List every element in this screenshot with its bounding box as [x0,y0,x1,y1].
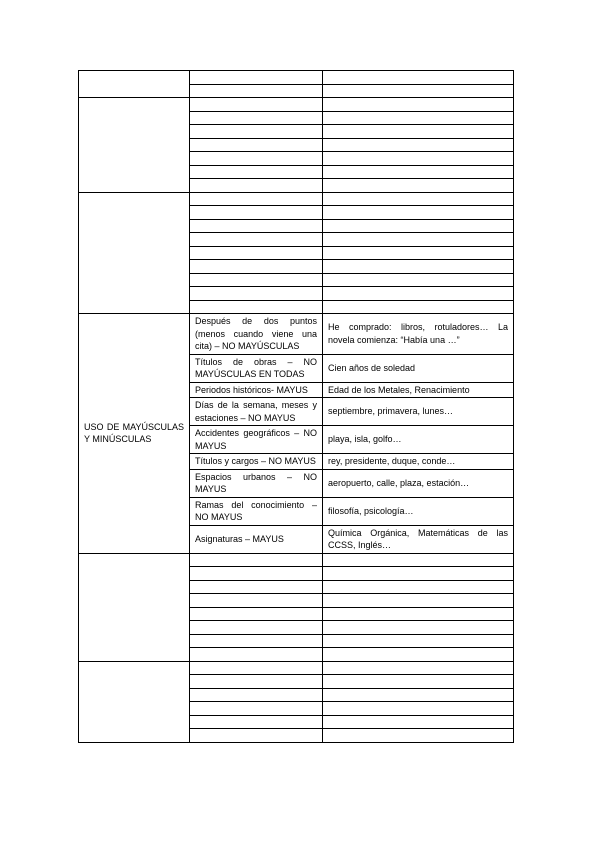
empty-rule-cell [190,688,323,702]
empty-rule-cell [190,219,323,233]
empty-rule-cell [190,165,323,179]
empty-example-cell [323,179,514,193]
empty-rule-cell [190,634,323,648]
category-cell: USO DE MAYÚSCULAS Y MINÚSCULAS [79,314,190,554]
empty-rule-cell [190,648,323,662]
empty-example-cell [323,192,514,206]
example-cell: He comprado: libros, rotuladores… La novela comienza: “Había una …” [323,314,514,355]
empty-example-cell [323,273,514,287]
category-cell [79,192,190,314]
empty-example-cell [323,729,514,743]
mayusculas2-row [79,661,514,675]
empty-rule-cell [190,260,323,274]
empty-example-cell [323,607,514,621]
spelling-rules-table [78,70,514,743]
auxiliares-row [79,553,514,567]
empty-rule-cell [190,233,323,247]
empty-example-cell [323,567,514,581]
category-cell [79,553,190,661]
example-cell: septiembre, primavera, lunes… [323,398,514,426]
empty-example-cell [323,580,514,594]
empty-rule-cell [190,661,323,675]
example-cell: Edad de los Metales, Renacimiento [323,382,514,398]
example-cell: filosofía, psicología… [323,497,514,525]
empty-rule-cell [190,138,323,152]
empty-example-cell [323,84,514,98]
category-cell [79,98,190,193]
signos-row [79,192,514,206]
empty-example-cell [323,287,514,301]
empty-example-cell [323,152,514,166]
rule-cell: Asignaturas – MAYUS [190,525,323,553]
rule-cell: Ramas del conocimiento – NO MAYUS [190,497,323,525]
empty-rule-cell [190,715,323,729]
empty-rule-cell [190,192,323,206]
mayusculas-row [79,314,514,355]
example-cell: Cien años de soledad [323,354,514,382]
empty-rule-cell [190,567,323,581]
empty-rule-cell [190,553,323,567]
rule-cell: Títulos de obras – NO MAYÚSCULAS EN TODAS [190,354,323,382]
rule-cell: Accidentes geográficos – NO MAYUS [190,426,323,454]
empty-rule-cell [190,287,323,301]
empty-example-cell [323,71,514,85]
rule-cell: Periodos históricos- MAYUS [190,382,323,398]
empty-rule-cell [190,594,323,608]
empty-rule-cell [190,206,323,220]
empty-example-cell [323,233,514,247]
empty-example-cell [323,621,514,635]
empty-rule-cell [190,273,323,287]
empty-example-cell [323,125,514,139]
empty-example-cell [323,688,514,702]
empty-rule-cell [190,580,323,594]
empty-example-cell [323,702,514,716]
empty-rule-cell [190,621,323,635]
category-cell [79,661,190,742]
empty-rule-cell [190,300,323,314]
empty-rule-cell [190,84,323,98]
example-cell: aeropuerto, calle, plaza, estación… [323,469,514,497]
empty-example-cell [323,165,514,179]
rule-cell: Días de la semana, meses y estaciones – NO MAYUS [190,398,323,426]
empty-example-cell [323,138,514,152]
example-cell: Química Orgánica, Matemáticas de las CCSS, Inglés… [323,525,514,553]
empty-example-cell [323,675,514,689]
empty-rule-cell [190,675,323,689]
blank-row [79,71,514,85]
empty-rule-cell [190,607,323,621]
empty-example-cell [323,634,514,648]
empty-rule-cell [190,111,323,125]
empty-rule-cell [190,71,323,85]
empty-rule-cell [190,702,323,716]
empty-rule-cell [190,125,323,139]
document-page [78,70,514,743]
empty-example-cell [323,715,514,729]
empty-example-cell [323,111,514,125]
empty-example-cell [323,98,514,112]
empty-example-cell [323,594,514,608]
letras-row [79,98,514,112]
empty-example-cell [323,661,514,675]
empty-rule-cell [190,98,323,112]
empty-example-cell [323,300,514,314]
empty-rule-cell [190,246,323,260]
rule-cell: Títulos y cargos – NO MAYUS [190,454,323,470]
example-cell: playa, isla, golfo… [323,426,514,454]
example-cell: rey, presidente, duque, conde… [323,454,514,470]
rule-cell: Después de dos puntos (menos cuando viene una cita) – NO MAYÚSCULAS [190,314,323,355]
empty-rule-cell [190,179,323,193]
rule-cell: Espacios urbanos – NO MAYUS [190,469,323,497]
empty-example-cell [323,553,514,567]
empty-rule-cell [190,152,323,166]
category-cell [79,71,190,98]
empty-example-cell [323,246,514,260]
empty-example-cell [323,648,514,662]
empty-example-cell [323,206,514,220]
empty-example-cell [323,219,514,233]
empty-rule-cell [190,729,323,743]
empty-example-cell [323,260,514,274]
